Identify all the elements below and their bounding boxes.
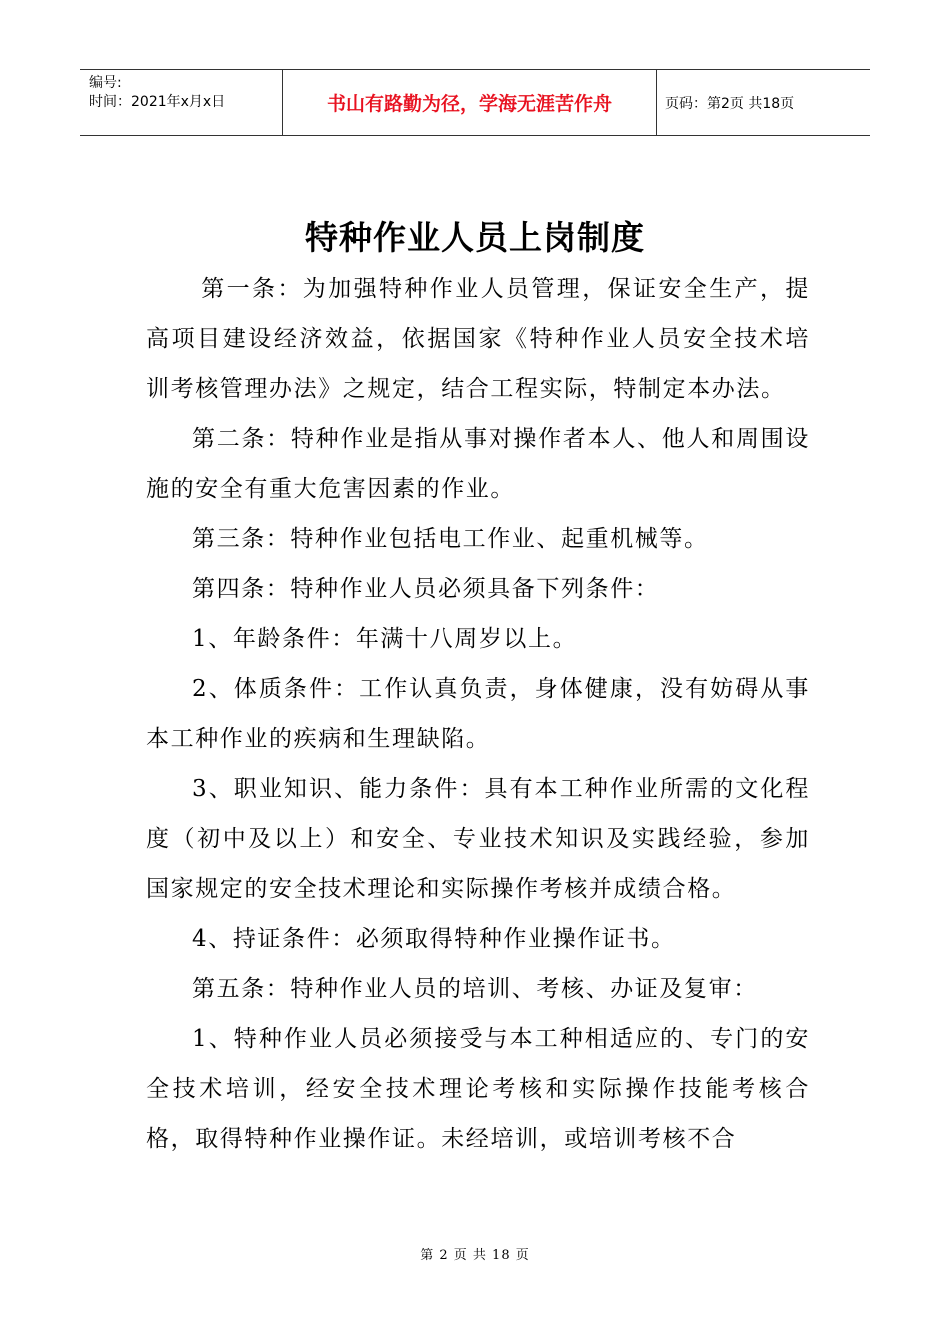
paragraph: 4、持证条件：必须取得特种作业操作证书。 (192, 926, 676, 952)
paragraph: 3、职业知识、能力条件：具有本工种作业所需的文化程度（初中及以上）和安全、专业技术知识及实践经验，参加国家规定的安全技术理论和实际操作考核并成绩合格。 (146, 776, 810, 902)
number-label: 编号: (89, 75, 122, 91)
page-footer: 第 2 页 共 18 页 (420, 1248, 530, 1263)
header-meta (80, 70, 283, 135)
header-motto: 书山有路勤为径，学海无涯苦作舟 (283, 70, 657, 135)
time-label: 时间：2021年x月x日 (89, 94, 226, 110)
document-title: 特种作业人员上岗制度 (305, 218, 645, 257)
paragraph: 第二条：特种作业是指从事对操作者本人、他人和周围设施的安全有重大危害因素的作业。 (146, 426, 810, 502)
paragraph: 1、年龄条件：年满十八周岁以上。 (192, 626, 578, 652)
paragraph: 第五条：特种作业人员的培训、考核、办证及复审： (192, 976, 758, 1002)
paragraph: 第一条：为加强特种作业人员管理，保证安全生产，提高项目建设经济效益，依据国家《特种作业人员安全技术培训考核管理办法》之规定，结合工程实际，特制定本办法。 (146, 276, 810, 402)
paragraph: 第三条：特种作业包括电工作业、起重机械等。 (192, 526, 709, 552)
paragraph: 1、特种作业人员必须接受与本工种相适应的、专门的安全技术培训，经安全技术理论考核和实际操作技能考核合格，取得特种作业操作证。未经培训，或培训考核不合 (146, 1026, 810, 1152)
page-header (80, 69, 870, 136)
header-page-info: 页码：第2页 共18页 (665, 95, 795, 112)
document-body (146, 264, 810, 1164)
paragraph: 2、体质条件：工作认真负责，身体健康，没有妨碍从事本工种作业的疾病和生理缺陷。 (146, 676, 810, 752)
paragraph: 第四条：特种作业人员必须具备下列条件： (192, 576, 660, 602)
